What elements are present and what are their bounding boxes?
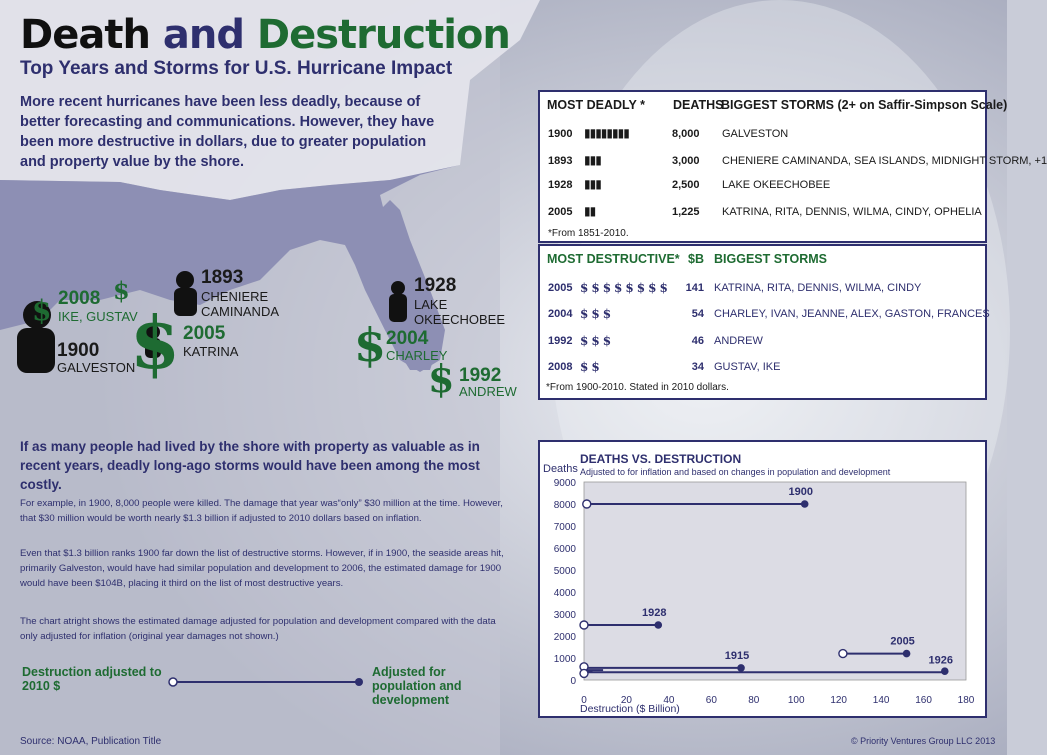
x-tick-label: 40	[663, 695, 675, 706]
deadly-row-deaths: 2,500	[672, 179, 700, 191]
filled-point	[941, 667, 949, 675]
data-label: 1926	[928, 654, 954, 667]
map-year-2004: 2004	[386, 328, 429, 349]
chart-panel	[538, 440, 987, 718]
chart-subtitle: Adjusted to for inflation and based on changes in population and development	[580, 467, 891, 477]
paragraph-3: The chart atright shows the estimated damage adjusted for population and development compared with the data only adjusted for inflation (original year damages not shown.)	[20, 616, 496, 642]
destructive-row-value: 34	[691, 361, 704, 373]
y-tick-label: 0	[570, 676, 576, 687]
x-tick-label: 60	[705, 695, 717, 706]
map-storm-1928a: LAKE	[414, 297, 448, 312]
deadly-row-deaths: 8,000	[672, 128, 700, 140]
person-icon-1928	[389, 281, 407, 322]
paragraph-1: For example, in 1900, 8,000 people were killed. The damage that year was“only” $30 million at the time. However, that $30 million would be worth nearly $1.3 billion if adjusted to 2010 dollars based on inflation.	[20, 498, 503, 524]
map-storm-1928b: OKEECHOBEE	[414, 312, 506, 327]
x-tick-label: 20	[620, 695, 633, 706]
x-tick-label: 0	[581, 695, 587, 706]
destructive-row-year: 1992	[548, 335, 573, 347]
deadly-row-year: 1928	[548, 179, 573, 191]
y-tick-label: 1000	[553, 654, 576, 665]
deadly-row-year: 1900	[548, 128, 573, 140]
destructive-row-icons: $$$	[580, 307, 615, 321]
open-point	[839, 650, 847, 658]
destructive-footnote: *From 1900-2010. Stated in 2010 dollars.	[546, 382, 729, 393]
deadly-header-title: MOST DEADLY *	[547, 98, 645, 112]
destructive-header-storms: BIGGEST STORMS	[714, 252, 827, 266]
destructive-row-year: 2008	[548, 361, 573, 373]
destructive-header-value: $B	[688, 252, 704, 266]
deadly-row-icons: ▮▮	[584, 204, 596, 218]
destructive-row-storms: GUSTAV, IKE	[714, 361, 781, 373]
dollar-icon-2008b: $	[113, 276, 130, 305]
y-tick-label: 3000	[553, 610, 576, 621]
deadly-row-storms: GALVESTON	[722, 128, 789, 140]
y-tick-label: 4000	[553, 588, 576, 599]
y-tick-label: 5000	[553, 566, 576, 577]
x-tick-label: 160	[915, 695, 932, 706]
copyright: © Priority Ventures Group LLC 2013	[851, 736, 996, 746]
deadly-row-storms: CHENIERE CAMINANDA, SEA ISLANDS, MIDNIGHT STORM, +1	[722, 155, 1047, 167]
map-storm-1900: GALVESTON	[57, 360, 136, 375]
map-storm-2005: KATRINA	[183, 344, 239, 359]
legend-left-label: Destruction adjusted to 2010 $	[22, 665, 162, 693]
y-tick-label: 9000	[553, 478, 576, 489]
map-year-1893: 1893	[201, 267, 244, 288]
y-tick-label: 2000	[553, 632, 576, 643]
destructive-row-storms: CHARLEY, IVAN, JEANNE, ALEX, GASTON, FRANCES	[714, 308, 990, 320]
x-tick-label: 100	[787, 695, 805, 706]
destructive-row-storms: KATRINA, RITA, DENNIS, WILMA, CINDY	[714, 282, 922, 294]
deadly-footnote: *From 1851-2010.	[548, 228, 629, 239]
deadly-row-year: 1893	[548, 155, 573, 167]
source-note: Source: NOAA, Publication Title	[20, 736, 162, 747]
destructive-row-value: 54	[691, 308, 704, 320]
map-storm-1992: ANDREW	[459, 384, 517, 399]
deaths-vs-destruction-chart	[540, 442, 985, 716]
y-axis-label: Deaths	[543, 463, 578, 475]
legend-right-label: Adjusted for population and development	[372, 665, 462, 707]
data-label: 1900	[788, 486, 813, 498]
x-tick-label: 80	[748, 695, 760, 706]
map-storm-2004: CHARLEY	[386, 348, 448, 363]
deadly-row-icons: ▮▮▮	[584, 177, 601, 191]
map-storm-1893a: CHENIERE	[201, 289, 269, 304]
dollar-icon-2004: $	[354, 318, 387, 372]
deadly-row-storms: LAKE OKEECHOBEE	[722, 179, 831, 191]
deadly-row-deaths: 1,225	[672, 206, 700, 218]
most-deadly-table	[538, 90, 1047, 243]
paragraph-2: Even that $1.3 billion ranks 1900 far down the list of destructive storms. However, if in 1900, the seaside areas hit, primarily Galveston, would have had similar population and development to 2006, the estimated damage for 1900 would have been $104B, placing it third on the list of most destructive years.	[20, 548, 504, 589]
data-label: 2005	[890, 635, 915, 648]
y-tick-label: 8000	[553, 500, 576, 511]
data-label: 1915	[724, 649, 750, 662]
page-title: Death and Destruction	[20, 12, 510, 58]
legend-line	[168, 676, 368, 688]
destructive-row-storms: ANDREW	[714, 335, 763, 347]
most-destructive-table	[538, 244, 990, 400]
map-year-1992: 1992	[459, 365, 502, 386]
legend-filled-marker	[355, 678, 363, 686]
map-year-2008: 2008	[58, 288, 101, 309]
deadly-row-icons: ▮▮▮▮▮▮▮▮	[584, 126, 629, 140]
map-storm-2008: IKE, GUSTAV	[58, 309, 138, 324]
dollar-icon-2005: $	[130, 300, 181, 385]
deadly-row-deaths: 3,000	[672, 155, 700, 167]
y-tick-label: 7000	[553, 522, 576, 533]
map-year-1900: 1900	[57, 340, 100, 361]
chart-title: DEATHS VS. DESTRUCTION	[580, 452, 742, 466]
deadly-row-storms: KATRINA, RITA, DENNIS, WILMA, CINDY, OPHELIA	[722, 206, 982, 218]
legend-open-marker	[169, 678, 177, 686]
map-year-2005: 2005	[183, 323, 226, 344]
dollar-icon-1992: $	[428, 356, 455, 401]
x-tick-label: 180	[957, 695, 975, 706]
data-label: 1928	[642, 607, 667, 619]
filled-point	[737, 664, 745, 672]
plot-area	[584, 482, 966, 680]
filled-point	[801, 500, 809, 508]
open-point	[583, 500, 591, 508]
deadly-row-year: 2005	[548, 206, 573, 218]
open-point	[580, 621, 588, 629]
intro-text: More recent hurricanes have been less deadly, because of better forecasting and communications. However, they have been more destructive in dollars, due to greater population and property value by the shore.	[20, 94, 435, 170]
x-tick-label: 120	[830, 695, 848, 706]
deadly-row-icons: ▮▮▮	[584, 153, 601, 167]
filled-point	[903, 650, 911, 658]
destructive-row-icons: $$$$$$$$	[580, 281, 671, 295]
open-point	[580, 669, 588, 677]
map-storm-1893b: CAMINANDA	[201, 304, 280, 319]
deadly-header-storms: BIGGEST STORMS (2+ on Saffir-Simpson Scale)	[721, 98, 1008, 112]
map-year-1928: 1928	[414, 275, 457, 296]
destructive-header-title: MOST DESTRUCTIVE*	[547, 252, 680, 266]
page-subtitle: Top Years and Storms for U.S. Hurricane Impact	[20, 58, 453, 79]
y-tick-label: 6000	[553, 544, 576, 555]
destructive-row-value: 46	[691, 335, 704, 347]
destructive-row-value: 141	[685, 282, 704, 294]
x-axis-label: Destruction ($ Billion)	[580, 703, 680, 715]
destructive-row-icons: $$$	[580, 334, 615, 348]
filled-point	[654, 621, 662, 629]
section-heading: If as many people had lived by the shore with property as valuable as in recent years, deadly long-ago storms would have been among the most costly.	[20, 439, 480, 492]
deadly-header-deaths: DEATHS	[673, 98, 724, 112]
destructive-row-year: 2004	[548, 308, 573, 320]
destructive-row-icons: $$	[580, 360, 603, 374]
x-tick-label: 140	[872, 695, 890, 706]
dollar-icon-2008: $	[32, 294, 52, 327]
destructive-row-year: 2005	[548, 282, 573, 294]
